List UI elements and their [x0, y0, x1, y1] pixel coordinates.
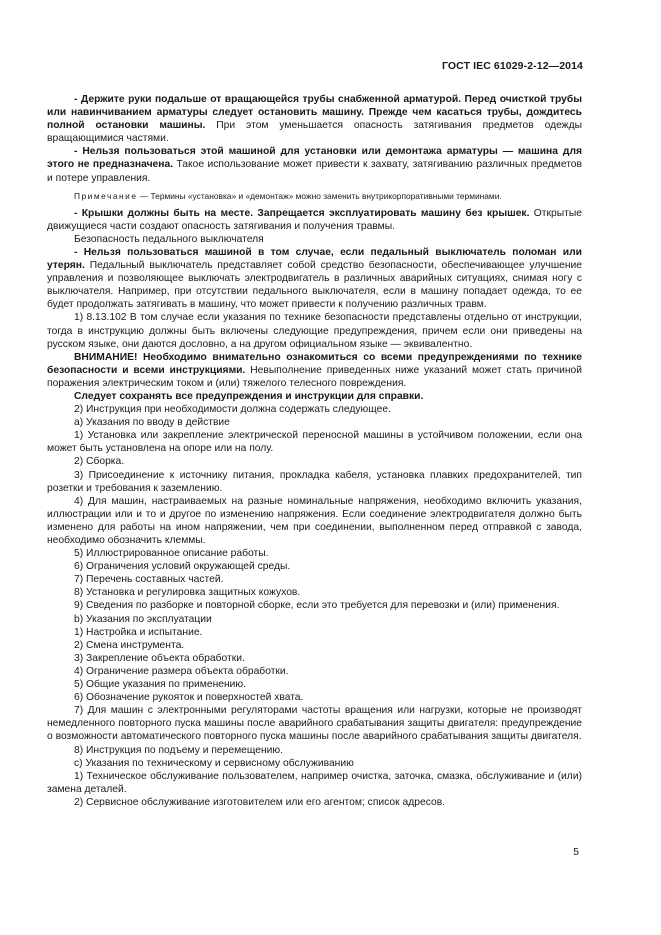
note-label: Примечание [74, 190, 138, 201]
list-item: 8) Установка и регулировка защитных кожухов. [74, 587, 301, 599]
list-item: 8) Инструкция по подъему и перемещению. [74, 744, 283, 756]
section-title-foot-switch: Безопасность педального выключателя [74, 233, 264, 245]
list-item: 6) Обозначение рукояток и поверхностей хвата. [74, 692, 304, 704]
paragraph-attention: ВНИМАНИЕ! Необходимо внимательно ознакомиться со всеми предупреждениями по технике безопасности и всеми инструкциями. Невыполнение приведенных ниже указаний может стать причиной поражения электрическим током и (или) тяжелого телесного повреждения. [47, 351, 582, 389]
list-item: 3) Закрепление объекта обработки. [74, 652, 245, 664]
paragraph-keep-instructions: Следует сохранять все предупреждения и инструкции для справки. [74, 390, 424, 402]
list-item: 4) Для машин, настраиваемых на разные номинальные напряжения, необходимо включить указания, иллюстрации или и то и другое по изменению напряжения. Если соединение электродвигателя должно быть изменено для работы на ином напряжении, чем при соединении, выполненном перед отправкой с завода, необходимо обозначить клеммы. [47, 495, 582, 546]
paragraph-warning-foot-switch: - Нельзя пользоваться машиной в том случае, если педальный выключатель поломан или утерян. Педальный выключатель представляет собой средство безопасности, обеспечивающее улучшение управления и позволяющее выключать электродвигатель в различных аварийных ситуациях, снимая ногу с выключателя. Например, при отсутствии педального выключателя, если в машину попадает одежда, то ее будет продолжать затягивать в машину, что может привести к получению различных травм. [47, 246, 582, 311]
list-item: 2) Смена инструмента. [74, 639, 185, 651]
list-item: 1) Техническое обслуживание пользователем, например очистка, заточка, смазка, обслуживание и (или) замена деталей. [47, 770, 582, 795]
note-text: — Термины «установка» и «демонтаж» можно заменить внутрикорпоративными терминами. [137, 190, 502, 201]
document-header: ГОСТ IEC 61029-2-12—2014 [441, 60, 583, 72]
note [47, 190, 582, 202]
list-item: 5) Общие указания по применению. [74, 679, 247, 691]
paragraph-clause-8-13-102: 1) 8.13.102 В том случае если указания по технике безопасности представлены отдельно от инструкции, тогда в инструкцию должны быть включены следующие предупреждения, причем если они приведены на русском языке, они даются дословно, а на другом официальном языке — эквивалентно. [47, 312, 582, 350]
list-item: 9) Сведения по разборке и повторной сборке, если это требуется для перевозки и (или) применения. [74, 600, 560, 612]
list-item: 5) Иллюстрированное описание работы. [74, 548, 269, 560]
paragraph-warning-fittings: - Нельзя пользоваться этой машиной для установки или демонтажа арматуры — машина для этого не предназначена. Такое использование может привести к захвату, затягиванию различных предметов и потере управления. [47, 146, 582, 184]
document-body [47, 93, 582, 809]
list-item: b) Указания по эксплуатации [74, 613, 212, 625]
list-item: 6) Ограничения условий окружающей среды. [74, 561, 291, 573]
page-number: 5 [573, 846, 579, 858]
list-item: 7) Перечень составных частей. [74, 574, 224, 586]
list-item: 2) Сборка. [74, 456, 125, 468]
list-item: 4) Ограничение размера объекта обработки. [74, 665, 289, 677]
list-item: 1) Настройка и испытание. [74, 626, 203, 638]
list-item: c) Указания по техническому и сервисному обслуживанию [74, 757, 354, 769]
paragraph-warning-covers: - Крышки должны быть на месте. Запрещается эксплуатировать машину без крышек. Открытые движущиеся части создают опасность затягивания и получения травмы. [47, 207, 583, 232]
list-item: 3) Присоединение к источнику питания, прокладка кабеля, установка плавких предохранителей, тип розетки и требования к заземлению. [47, 469, 582, 494]
list-item: а) Указания по вводу в действие [74, 417, 230, 429]
list-item: 7) Для машин с электронными регуляторами частоты вращения или нагрузки, которые не производят немедленного повторного пуска машины после аварийного срабатывания защиты двигателя: предупреждение о возможности автоматического повторного пуска машины после аварийного срабатывания защиты двигателя. [47, 705, 582, 743]
list-item: 2) Сервисное обслуживание изготовителем или его агентом; список адресов. [74, 796, 446, 808]
list-item: 1) Установка или закрепление электрической переносной машины в устойчивом положении, если она может быть установлена на опоре или на полу. [47, 430, 582, 455]
list-item: 2) Инструкция при необходимости должна содержать следующее. [74, 404, 391, 416]
paragraph-warning-hands: - Держите руки подальше от вращающейся трубы снабженной арматурой. Перед очисткой трубы или навинчиванием арматуры следует остановить машину. Прежде чем касаться трубы, дождитесь полной остановки машины. При этом уменьшается опасность затягивания предметов одежды вращающимися частями. [47, 94, 582, 145]
